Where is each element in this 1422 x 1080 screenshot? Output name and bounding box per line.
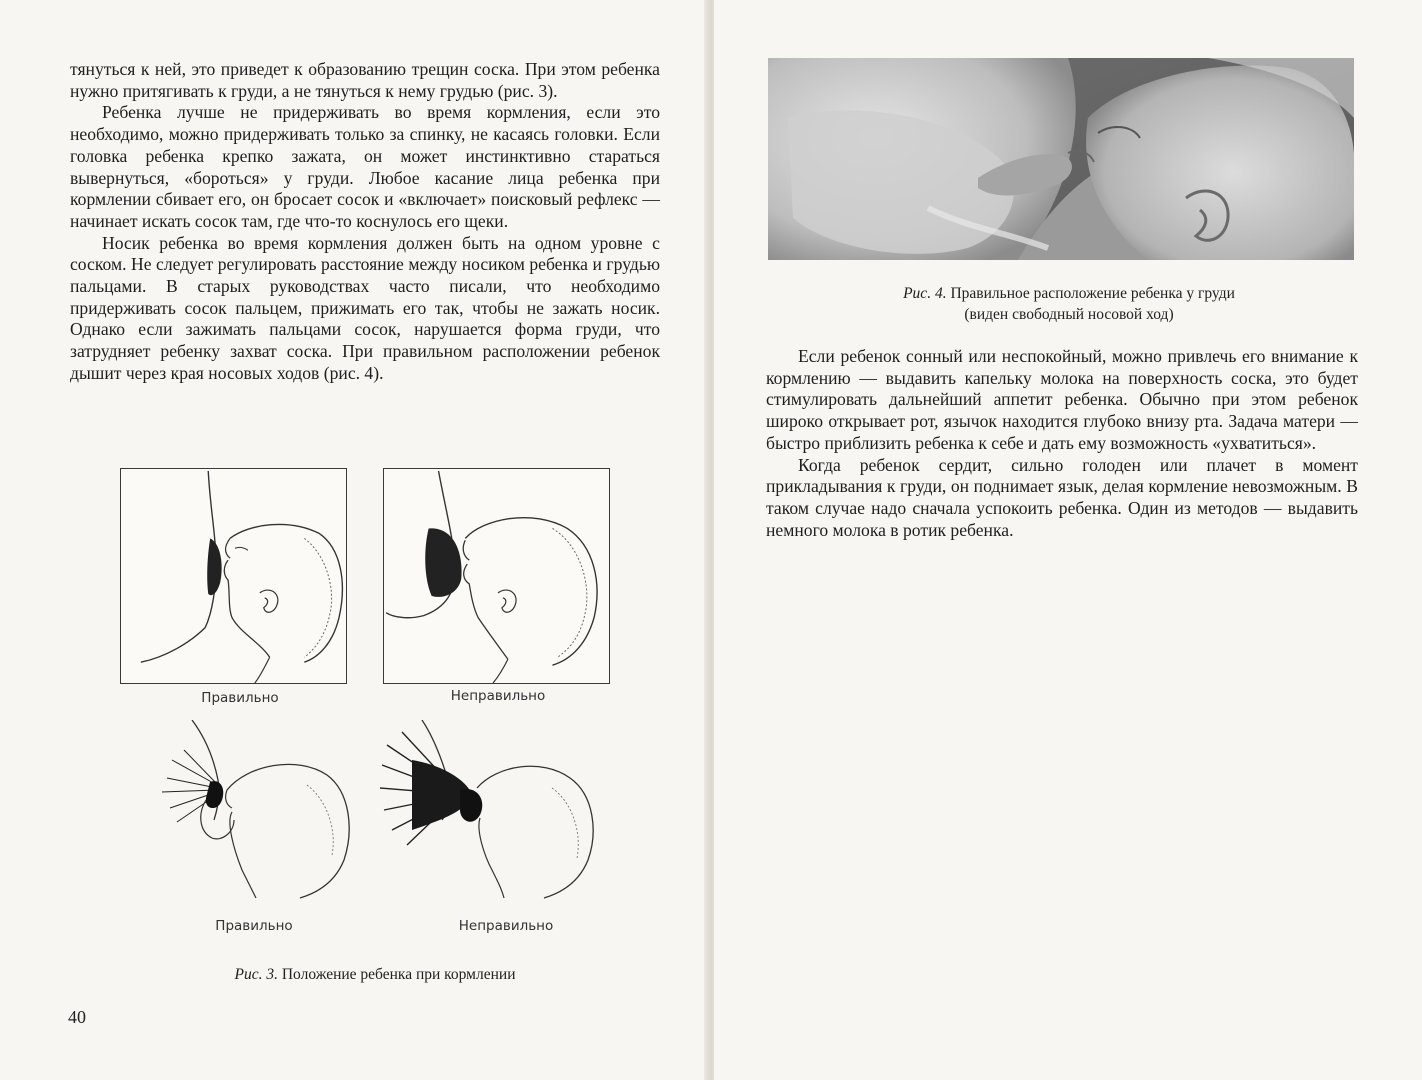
figure-4-label: Рис. 4.	[903, 285, 947, 302]
figure-3-text: Положение ребенка при кормлении	[281, 966, 516, 983]
tongue-position-correct-illustration	[122, 720, 357, 900]
paragraph: Если ребенок сонный или неспокойный, можно привлечь его внимание к кормлению — выдавить капельку молока на поверхность соска, это будет стимулировать дальнейший аппетит ребенка. Обычно при этом ребенок широко открывает рот, язычок находится глубоко внизу рта. Задача матери — быстро приблизить ребенка к себе и дать ему возможность «ухватиться».	[766, 346, 1358, 453]
paragraph: Когда ребенок сердит, сильно голоден или плачет в момент прикладывания к груди, он поднимает язык, делая кормление невозможным. В таком случае надо сначала успокоить ребенка. Один из методов — выдавить немного молока в ротик ребенка.	[766, 454, 1358, 540]
infant-latch-correct-illustration	[121, 469, 346, 683]
figure-4-text-line1: Правильное расположение ребенка у груди	[950, 285, 1235, 302]
infant-latch-incorrect-illustration	[384, 469, 609, 683]
left-page-text	[70, 59, 660, 385]
figure-4-text-line2: (виден свободный носовой ход)	[964, 306, 1174, 323]
figure-3-label: Рис. 3.	[234, 966, 278, 983]
tongue-position-incorrect-illustration	[372, 720, 602, 900]
label-correct-bottom: Правильно	[215, 918, 293, 934]
page-number: 40	[68, 1007, 86, 1027]
figure-4-photo	[768, 58, 1354, 260]
figure-4-caption	[844, 283, 1294, 325]
right-page-text	[766, 346, 1358, 541]
drawing-incorrect-latch-bottom	[372, 720, 602, 900]
figure-3-caption	[150, 964, 600, 985]
paragraph: Носик ребенка во время кормления должен быть на одном уровне с соском. Не следует регулировать расстояние между носиком ребенка и грудью пальцами. В старых руководствах часто писали, что необходимо придерживать сосок пальцем, прижимать его так, чтобы не зажать носик. Однако если зажимать пальцами сосок, нарушается форма груди, что затрудняет ребенку захват соска. При правильном расположении ребенок дышит через края носовых ходов (рис. 4).	[70, 232, 660, 383]
paragraph: тянуться к ней, это приведет к образованию трещин соска. При этом ребенка нужно притягивать к груди, а не тянуться к нему грудью (рис. 3).	[70, 59, 660, 101]
label-correct-top: Правильно	[201, 690, 279, 706]
paragraph: Ребенка лучше не придерживать во время кормления, если это необходимо, можно придерживать только за спинку, не касаясь головки. Если головка ребенка крепко зажата, он может инстинктивно стараться вывернуться, «бороться» у груди. Любое касание лица ребенка при кормлении сбивает его, он бросает сосок и «включает» поисковый рефлекс — начинает искать сосок там, где что-то коснулось его щеки.	[70, 102, 660, 231]
drawing-correct-latch-top	[120, 468, 347, 684]
label-incorrect-bottom: Неправильно	[458, 918, 554, 934]
drawing-incorrect-latch-top	[383, 468, 610, 684]
label-incorrect-top: Неправильно	[450, 688, 546, 704]
breastfeeding-infant-photo	[768, 58, 1354, 260]
drawing-correct-latch-bottom	[122, 720, 357, 900]
left-page	[0, 0, 708, 1080]
